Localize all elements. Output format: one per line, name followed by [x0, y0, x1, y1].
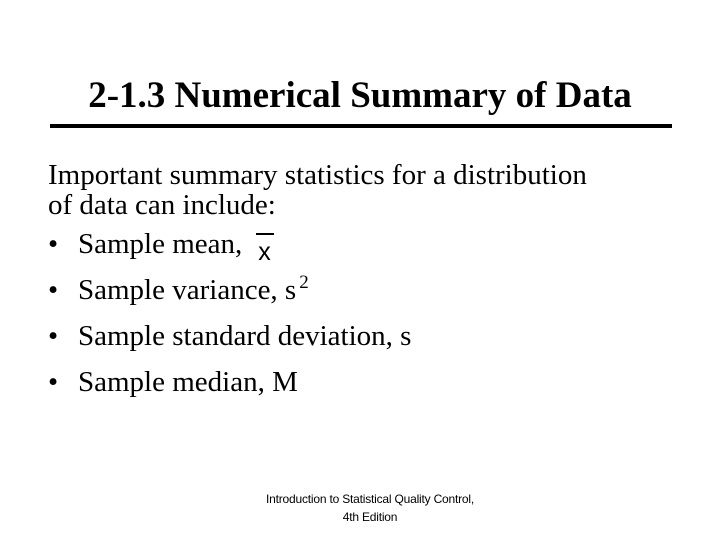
bullet-icon: •: [48, 320, 59, 352]
list-item-sample-mean: [48, 224, 698, 270]
statistics-list: [48, 224, 698, 408]
list-item-label: Sample standard deviation, s: [78, 320, 412, 352]
bullet-icon: •: [48, 366, 59, 398]
overline: [256, 233, 274, 235]
list-item-sample-median: [48, 362, 698, 408]
list-item-label: Sample variance, s: [78, 274, 297, 306]
x-bar-letter: x: [258, 238, 271, 266]
slide-title: 2-1.3 Numerical Summary of Data: [88, 75, 632, 116]
list-item-sample-variance: [48, 270, 698, 316]
slide-footer: [220, 490, 520, 526]
title-underline: [50, 124, 672, 128]
list-item-label: Sample mean,: [78, 228, 243, 260]
footer-line-2: 4th Edition: [342, 510, 398, 524]
intro-line-1: Important summary statistics for a distribution: [48, 159, 587, 191]
footer-line-1: Introduction to Statistical Quality Control,: [266, 492, 474, 506]
intro-line-2: of data can include:: [48, 189, 276, 221]
bullet-icon: •: [48, 228, 59, 260]
bullet-icon: •: [48, 274, 59, 306]
list-item-sample-standard-deviation: [48, 316, 698, 362]
superscript-exponent: 2: [299, 272, 309, 293]
x-bar-symbol: [258, 240, 271, 265]
intro-text: [48, 160, 698, 220]
list-item-label: Sample median, M: [78, 366, 298, 398]
